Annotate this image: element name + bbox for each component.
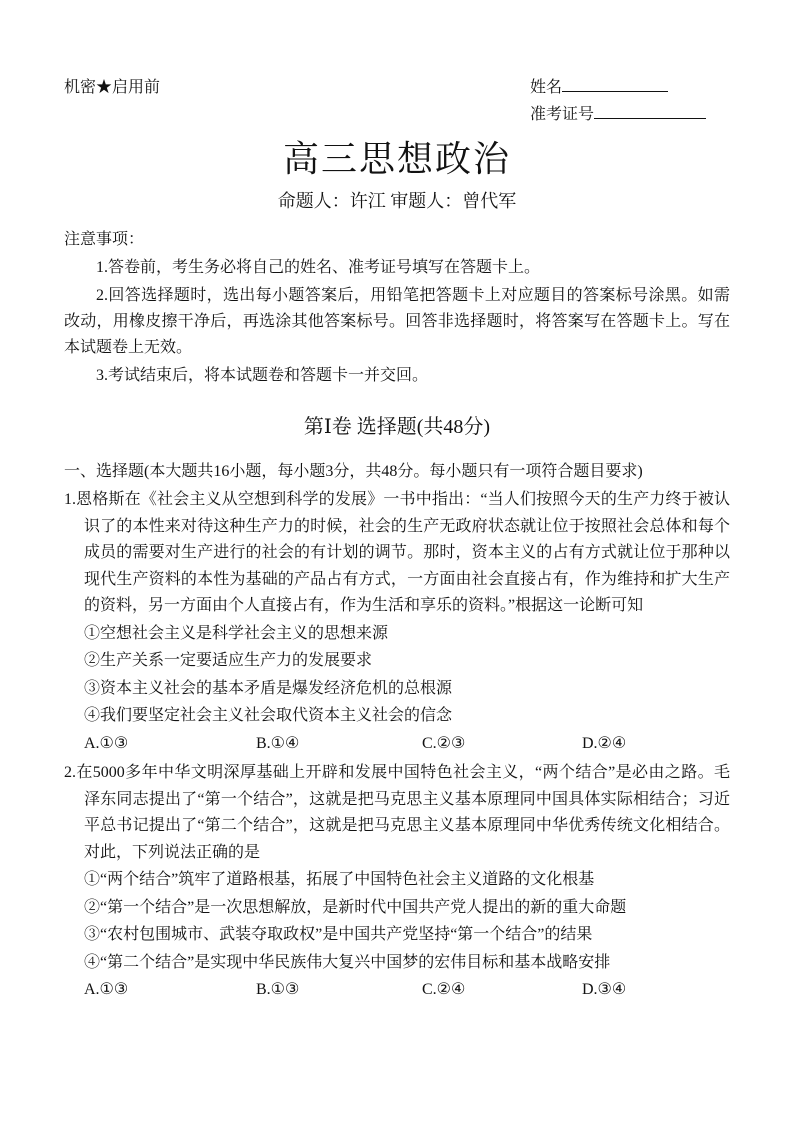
notice-heading: 注意事项： bbox=[64, 231, 145, 248]
question-2-option-d: D.③④ bbox=[582, 981, 627, 998]
question-1-item-2: ②生产关系一定要适应生产力的发展要求 bbox=[84, 652, 373, 669]
candidate-info-block bbox=[530, 74, 730, 128]
name-blank-line bbox=[562, 76, 668, 92]
name-label: 姓名 bbox=[530, 79, 563, 96]
question-1-option-b: B.①④ bbox=[256, 734, 300, 752]
exam-number-blank-line bbox=[594, 103, 706, 119]
exam-number-label: 准考证号 bbox=[530, 106, 595, 123]
question-2-stem: 2.在5000多年中华文明深厚基础上开辟和发展中国特色社会主义，“两个结合”是必由之路。毛泽东同志提出了“第一个结合”，这就是把马克思主义基本原理同中国具体实际相结合；习近平总书记提出了“第二个结合”，这就是把马克思主义基本原理同中华优秀传统文化相结合。对此，下列说法正确的是 bbox=[64, 764, 730, 861]
question-2-option-b: B.①③ bbox=[256, 981, 300, 998]
notice-item-1: 1.答卷前，考生务必将自己的姓名、准考证号填写在答题卡上。 bbox=[96, 259, 541, 276]
question-2-item-3: ③“农村包围城市、武装夺取政权”是中国共产党坚持“第一个结合”的结果 bbox=[84, 926, 593, 943]
question-2-options-row bbox=[64, 976, 730, 1004]
question-1-item-4: ④我们要坚定社会主义社会取代资本主义社会的信念 bbox=[84, 707, 453, 724]
question-1-option-a: A.①③ bbox=[84, 734, 129, 752]
question-1-option-c: C.②③ bbox=[422, 734, 466, 752]
notice-section bbox=[64, 226, 730, 389]
section-title: 第Ⅰ卷 选择题(共48分) bbox=[303, 416, 491, 438]
question-2 bbox=[64, 760, 730, 1004]
question-1-stem: 1.恩格斯在《社会主义从空想到科学的发展》一书中指出：“当人们按照今天的生产力终于被认识了的本性来对待这种生产力的时候，社会的生产无政府状态就让位于按照社会总体和每个成员的需要对生产进行的社会的有计划的调节。那时，资本主义的占有方式就让位于那种以现代生产资料的本性为基础的产品占有方式，一方面由社会直接占有，作为维持和扩大生产的资料，另一方面由个人直接占有，作为生活和享乐的资料。”根据这一论断可知 bbox=[64, 491, 730, 614]
exam-number-line bbox=[530, 101, 730, 128]
section-instruction: 一、选择题(本大题共16小题，每小题3分，共48分。每小题只有一项符合题目要求) bbox=[64, 463, 643, 480]
exam-title: 高三思想政治 bbox=[282, 139, 511, 179]
question-1-item-1: ①空想社会主义是科学社会主义的思想来源 bbox=[84, 624, 389, 642]
question-2-item-4: ④“第二个结合”是实现中华民族伟大复兴中国梦的宏伟目标和基本战略安排 bbox=[84, 953, 611, 971]
classification-label: 机密★启用前 bbox=[64, 79, 161, 96]
question-2-item-1: ①“两个结合”筑牢了道路根基，拓展了中国特色社会主义道路的文化根基 bbox=[84, 871, 595, 888]
question-1 bbox=[64, 487, 730, 757]
question-2-option-a: A.①③ bbox=[84, 981, 129, 998]
notice-item-2: 2.回答选择题时，选出每小题答案后，用铅笔把答题卡上对应题目的答案标号涂黑。如需改动，用橡皮擦干净后，再选涂其他答案标号。回答非选择题时，将答案写在答题卡上。写在本试题卷上无效。 bbox=[64, 287, 730, 356]
page-header bbox=[64, 74, 730, 128]
question-1-options-row bbox=[64, 730, 730, 758]
question-2-option-c: C.②④ bbox=[422, 981, 466, 998]
notice-item-3: 3.考试结束后，将本试题卷和答题卡一并交回。 bbox=[96, 367, 429, 384]
name-line bbox=[530, 74, 730, 101]
question-1-item-3: ③资本主义社会的基本矛盾是爆发经济危机的总根源 bbox=[84, 679, 453, 697]
question-2-item-2: ②“第一个结合”是一次思想解放，是新时代中国共产党人提出的新的重大命题 bbox=[84, 898, 627, 916]
authors-line: 命题人：许江 审题人：曾代军 bbox=[277, 191, 517, 211]
question-1-option-d: D.②④ bbox=[582, 734, 627, 752]
